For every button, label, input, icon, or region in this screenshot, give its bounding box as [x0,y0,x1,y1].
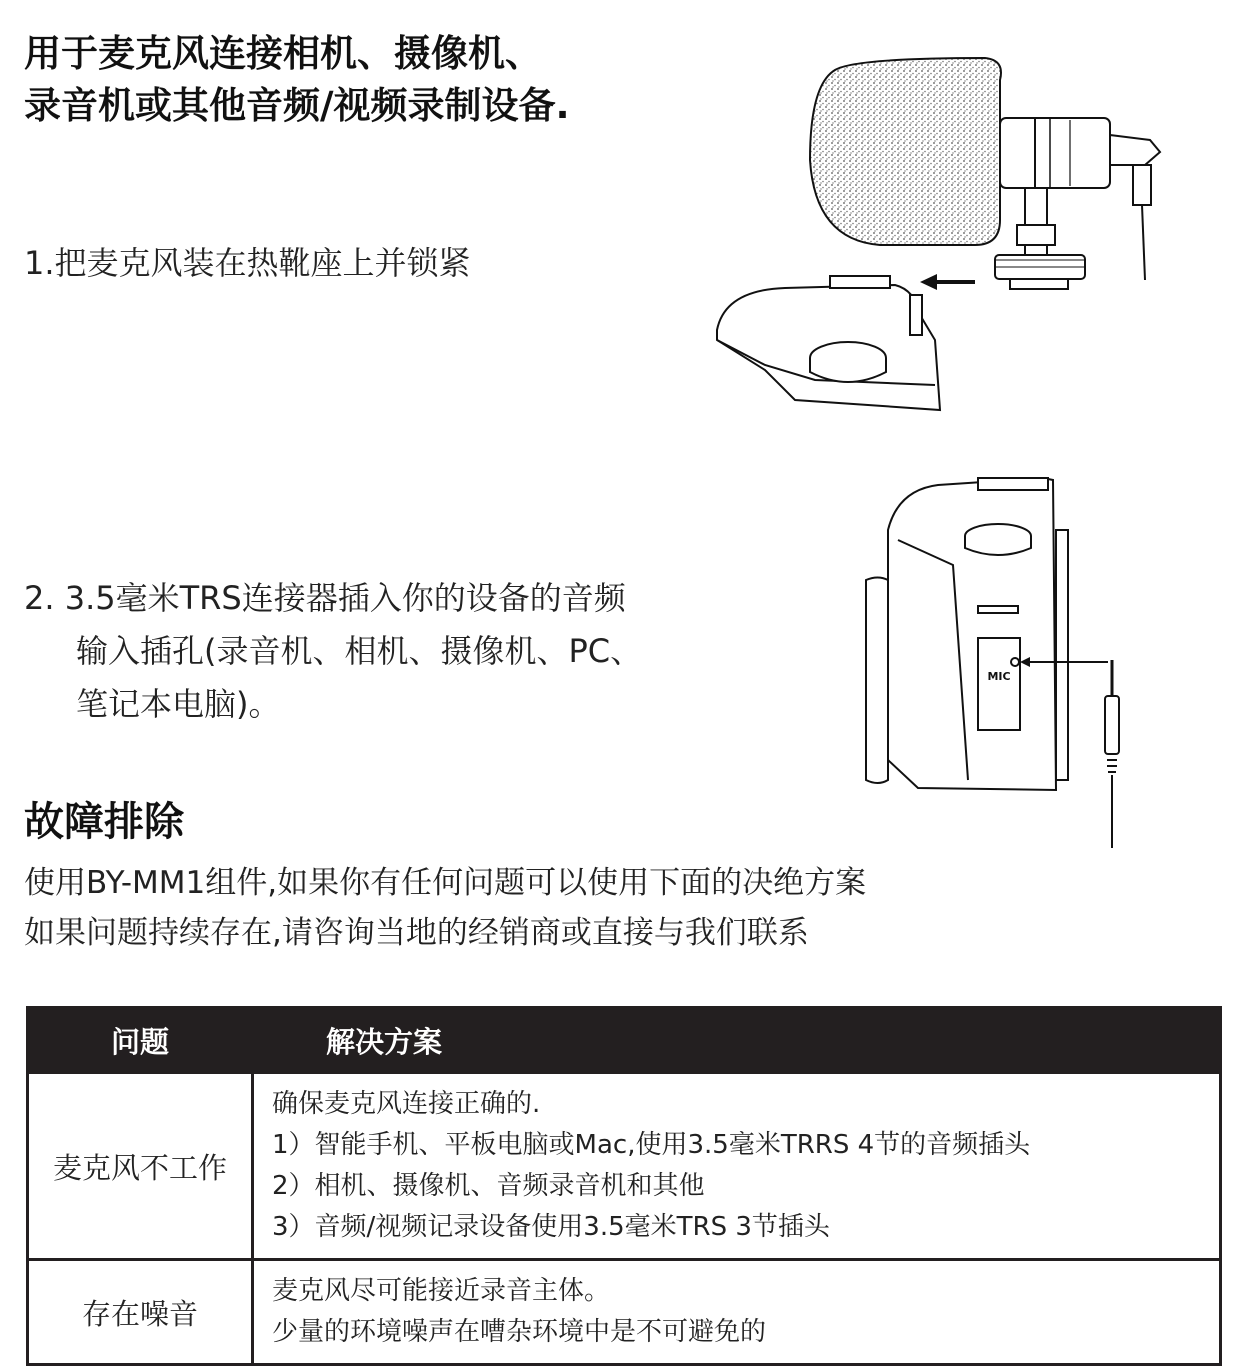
step-2-line-1: 2. 3.5毫米TRS连接器插入你的设备的音频 [24,579,626,617]
row-2-solution-line-2: 少量的环境噪声在嘈杂环境中是不可避免的 [272,1317,767,1347]
title-line-2: 录音机或其他音频/视频录制设备. [24,84,570,127]
table-header-row [28,1008,1221,1073]
table-row [28,1073,1221,1260]
camcorder-icon [858,470,1148,850]
troubleshooting-heading: 故障排除 [24,799,184,845]
row-2-solution-line-1: 麦克风尽可能接近录音主体。 [272,1276,611,1306]
step-1-text: 1.把麦克风装在热靴座上并锁紧 [24,244,471,282]
step-2-line-2: 输入插孔(录音机、相机、摄像机、PC、 [76,632,643,670]
row-1-solution-line-1: 确保麦克风连接正确的. [272,1089,541,1119]
audio-jack-plug-icon [1105,660,1119,848]
row-1-solution-line-3: 2）相机、摄像机、音频录音机和其他 [272,1171,705,1201]
title-line-1: 用于麦克风连接相机、摄像机、 [24,32,542,75]
troubleshooting-intro [24,858,866,958]
row-2-solution [253,1260,1221,1365]
step-2-text [24,572,642,731]
mic-port-label: MIC [987,670,1011,683]
intro-line-2: 如果问题持续存在,请咨询当地的经销商或直接与我们联系 [24,915,809,951]
header-issue: 问题 [28,1008,253,1073]
troubleshooting-table [26,1006,1222,1366]
row-1-solution-line-4: 3）音频/视频记录设备使用3.5毫米TRS 3节插头 [272,1212,830,1242]
header-solution: 解决方案 [253,1008,1221,1073]
row-1-issue: 麦克风不工作 [28,1073,253,1260]
row-1-solution-line-2: 1）智能手机、平板电脑或Mac,使用3.5毫米TRRS 4节的音频插头 [272,1130,1031,1160]
table-row [28,1260,1221,1365]
page-title [24,28,570,132]
step-2-line-3: 笔记本电脑)。 [76,685,281,723]
row-1-solution [253,1073,1221,1260]
intro-line-1: 使用BY-MM1组件,如果你有任何问题可以使用下面的决绝方案 [24,865,867,901]
microphone-with-windscreen-icon [705,40,1185,430]
row-2-issue: 存在噪音 [28,1260,253,1365]
